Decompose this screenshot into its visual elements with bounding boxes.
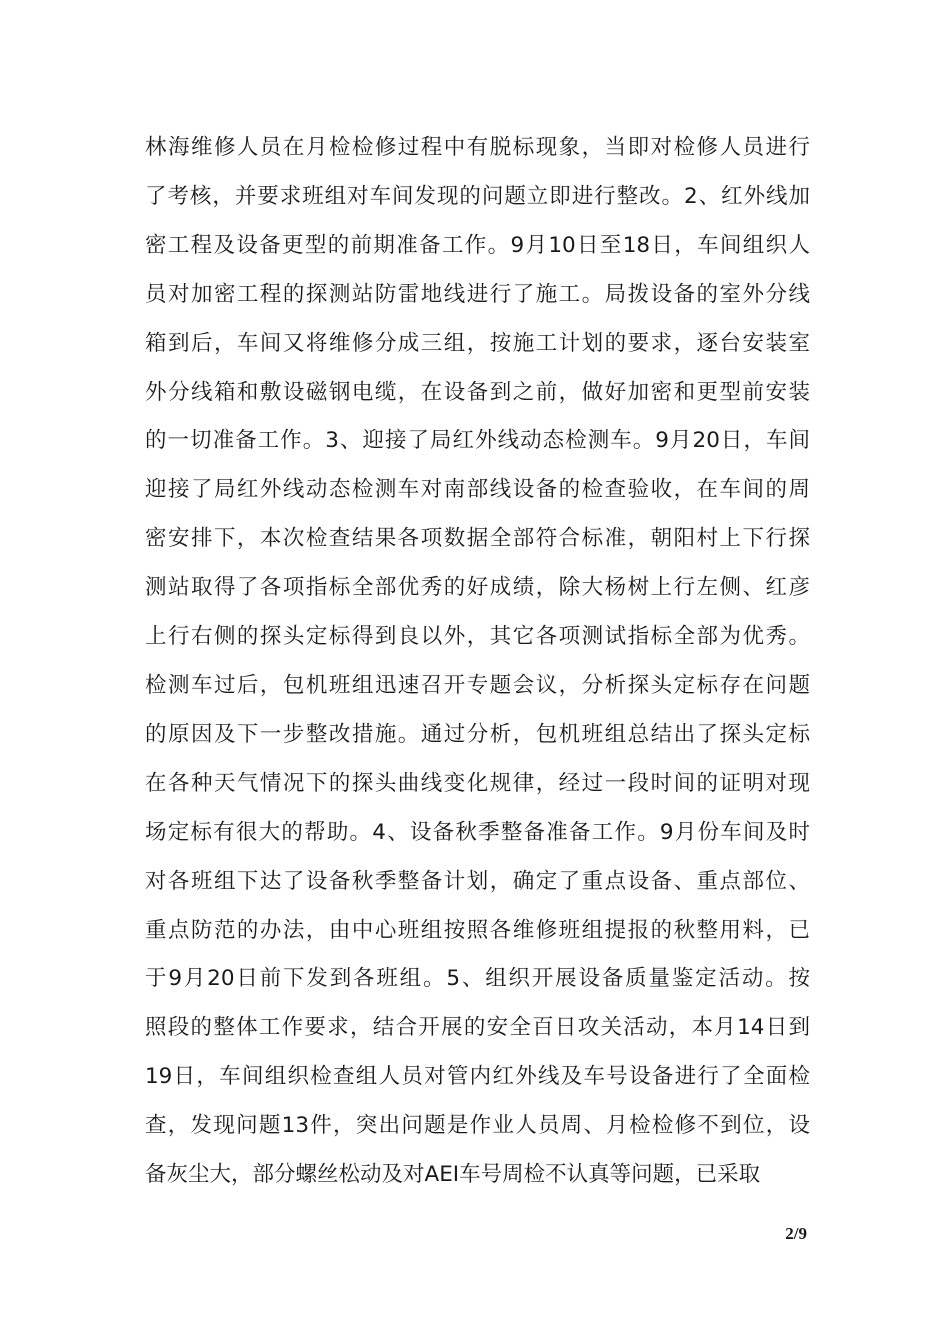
text-line: 了考核，并要求班组对车间发现的问题立即进行整改。2、红外线加 bbox=[145, 183, 810, 209]
text-line: 箱到后，车间又将维修分成三组，按施工计划的要求，逐台安装室 bbox=[145, 330, 810, 356]
text-line: 重点防范的办法，由中心班组按照各维修班组提报的秋整用料，已 bbox=[145, 917, 810, 943]
text-line: 林海维修人员在月检检修过程中有脱标现象，当即对检修人员进行 bbox=[145, 135, 810, 160]
text-line: 密安排下，本次检查结果各项数据全部符合标准，朝阳村上下行探 bbox=[145, 526, 810, 552]
text-line: 测站取得了各项指标全部优秀的好成绩，除大杨树上行左侧、红彦 bbox=[145, 575, 810, 601]
text-line: 照段的整体工作要求，结合开展的安全百日攻关活动，本月14日到 bbox=[145, 1015, 810, 1041]
text-line: 的一切准备工作。3、迎接了局红外线动态检测车。9月20日，车间 bbox=[145, 428, 810, 454]
text-line: 备灰尘大，部分螺丝松动及对AEI车号周检不认真等问题，已采取 bbox=[145, 1162, 761, 1188]
text-line: 查，发现问题13件，突出问题是作业人员周、月检检修不到位，设 bbox=[145, 1113, 810, 1139]
text-line: 对各班组下达了设备秋季整备计划，确定了重点设备、重点部位、 bbox=[145, 868, 810, 894]
text-line: 检测车过后，包机班组迅速召开专题会议，分析探头定标存在问题 bbox=[145, 672, 810, 698]
body-paragraph bbox=[145, 124, 810, 1200]
text-line: 于9月20日前下发到各班组。5、组织开展设备质量鉴定活动。按 bbox=[145, 966, 810, 992]
page-number: 2/9 bbox=[785, 1224, 807, 1243]
text-line: 密工程及设备更型的前期准备工作。9月10日至18日，车间组织人 bbox=[145, 232, 810, 258]
text-line: 外分线箱和敷设磁钢电缆，在设备到之前，做好加密和更型前安装 bbox=[145, 379, 810, 405]
text-line: 的原因及下一步整改措施。通过分析，包机班组总结出了探头定标 bbox=[145, 721, 810, 747]
text-line: 场定标有很大的帮助。4、设备秋季整备准备工作。9月份车间及时 bbox=[145, 819, 810, 845]
text-line: 19日，车间组织检查组人员对管内红外线及车号设备进行了全面检 bbox=[145, 1064, 810, 1090]
text-line: 在各种天气情况下的探头曲线变化规律，经过一段时间的证明对现 bbox=[145, 770, 810, 796]
text-line: 员对加密工程的探测站防雷地线进行了施工。局拨设备的室外分线 bbox=[145, 281, 810, 307]
text-line: 上行右侧的探头定标得到良以外，其它各项测试指标全部为优秀。 bbox=[145, 624, 810, 650]
text-line: 迎接了局红外线动态检测车对南部线设备的检查验收，在车间的周 bbox=[145, 477, 810, 503]
